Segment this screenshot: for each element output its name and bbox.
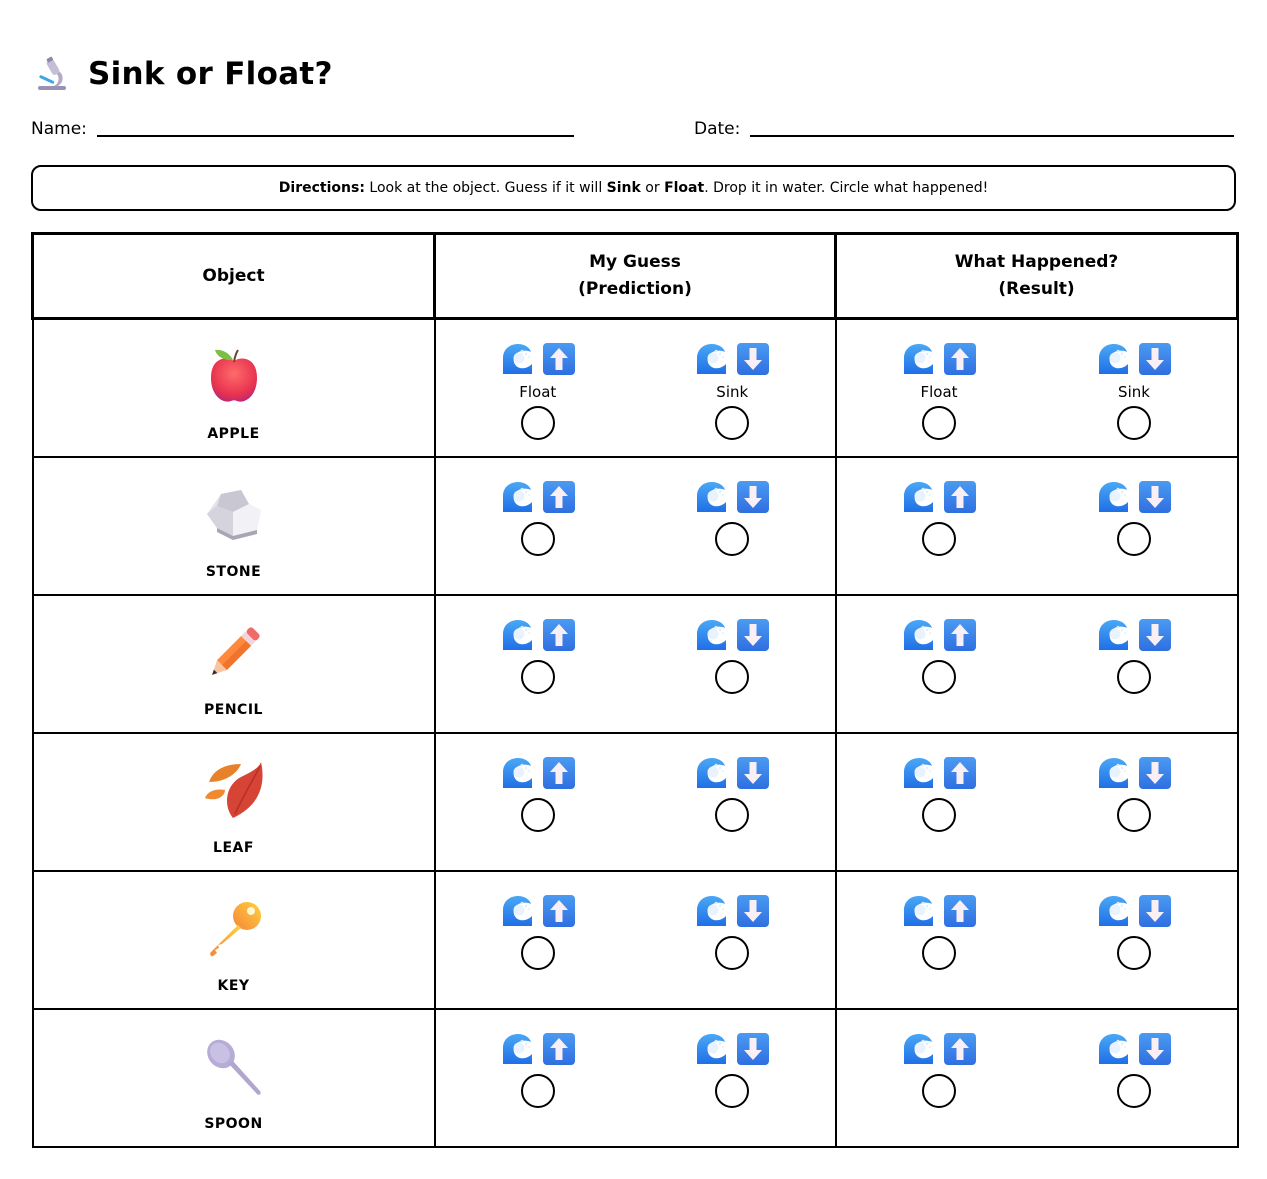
choice-label-float: Float <box>519 383 557 401</box>
down-arrow-icon <box>1138 756 1172 790</box>
result-float-circle[interactable] <box>922 406 956 440</box>
float-icons <box>500 618 576 652</box>
water-wave-icon <box>500 342 534 376</box>
object-name: PENCIL <box>204 702 263 718</box>
float-icons <box>901 756 977 790</box>
up-arrow-icon <box>542 756 576 790</box>
water-wave-icon <box>1096 756 1130 790</box>
prediction-sink-circle[interactable] <box>715 522 749 556</box>
prediction-float-option <box>441 342 636 440</box>
result-sink-option <box>1037 756 1232 832</box>
prediction-float-circle[interactable] <box>521 798 555 832</box>
float-icons <box>500 342 576 376</box>
result-sink-option <box>1037 1032 1232 1108</box>
float-icons <box>901 1032 977 1066</box>
col-header-object: Object <box>33 234 435 319</box>
directions-label: Directions: <box>278 180 365 196</box>
object-name: LEAF <box>213 840 254 856</box>
prediction-float-circle[interactable] <box>521 522 555 556</box>
water-wave-icon <box>1096 342 1130 376</box>
name-label: Name: <box>31 119 87 139</box>
table-row <box>33 871 1238 1009</box>
name-input-line[interactable] <box>97 135 574 137</box>
sink-icons <box>1096 756 1172 790</box>
water-wave-icon <box>901 342 935 376</box>
prediction-sink-circle[interactable] <box>715 406 749 440</box>
col-header-result: What Happened? (Result) <box>836 234 1238 319</box>
sink-icons <box>694 1032 770 1066</box>
float-icons <box>901 342 977 376</box>
object-name: SPOON <box>204 1116 263 1132</box>
object-cell <box>33 871 435 1009</box>
prediction-cell <box>435 457 836 595</box>
result-sink-circle[interactable] <box>1117 798 1151 832</box>
directions-sink: Sink <box>606 180 641 196</box>
float-icons <box>500 1032 576 1066</box>
prediction-float-option <box>441 618 636 694</box>
water-wave-icon <box>1096 1032 1130 1066</box>
water-wave-icon <box>500 894 534 928</box>
prediction-float-circle[interactable] <box>521 936 555 970</box>
prediction-cell <box>435 319 836 458</box>
water-wave-icon <box>694 342 728 376</box>
prediction-cell <box>435 871 836 1009</box>
water-wave-icon <box>694 618 728 652</box>
water-wave-icon <box>500 618 534 652</box>
result-float-option <box>842 894 1037 970</box>
down-arrow-icon <box>736 756 770 790</box>
sink-icons <box>694 894 770 928</box>
directions-text-1: Look at the object. Guess if it will <box>364 180 607 196</box>
table-row <box>33 733 1238 871</box>
prediction-cell <box>435 595 836 733</box>
prediction-float-circle[interactable] <box>521 1074 555 1108</box>
result-sink-circle[interactable] <box>1117 1074 1151 1108</box>
up-arrow-icon <box>943 1032 977 1066</box>
down-arrow-icon <box>1138 480 1172 514</box>
object-cell <box>33 733 435 871</box>
directions-text-2: . Drop it in water. Circle what happened! <box>704 180 989 196</box>
result-cell <box>836 595 1238 733</box>
prediction-float-option <box>441 480 636 556</box>
object-cell <box>33 319 435 458</box>
down-arrow-icon <box>1138 894 1172 928</box>
object-name: APPLE <box>207 426 260 442</box>
choice-label-sink: Sink <box>716 383 749 401</box>
up-arrow-icon <box>542 480 576 514</box>
down-arrow-icon <box>736 618 770 652</box>
key-icon <box>203 898 265 964</box>
date-label: Date: <box>694 119 741 139</box>
result-float-option <box>842 480 1037 556</box>
result-cell <box>836 319 1238 458</box>
result-float-circle[interactable] <box>922 936 956 970</box>
prediction-sink-circle[interactable] <box>715 936 749 970</box>
water-wave-icon <box>500 756 534 790</box>
sink-icons <box>1096 1032 1172 1066</box>
result-float-option <box>842 342 1037 440</box>
down-arrow-icon <box>1138 618 1172 652</box>
water-wave-icon <box>694 894 728 928</box>
down-arrow-icon <box>736 342 770 376</box>
prediction-sink-circle[interactable] <box>715 798 749 832</box>
prediction-sink-circle[interactable] <box>715 1074 749 1108</box>
water-wave-icon <box>901 1032 935 1066</box>
date-field <box>694 118 1234 140</box>
up-arrow-icon <box>542 894 576 928</box>
result-sink-option <box>1037 480 1232 556</box>
prediction-float-option <box>441 894 636 970</box>
table-row <box>33 457 1238 595</box>
table-header-row <box>33 234 1238 319</box>
result-cell <box>836 871 1238 1009</box>
up-arrow-icon <box>542 342 576 376</box>
water-wave-icon <box>901 894 935 928</box>
prediction-float-circle[interactable] <box>521 406 555 440</box>
object-cell <box>33 1009 435 1147</box>
apple-icon <box>203 346 265 412</box>
sink-float-table <box>31 232 1239 1148</box>
spoon-icon <box>203 1036 265 1102</box>
directions-box <box>31 165 1236 211</box>
date-input-line[interactable] <box>750 135 1234 137</box>
choice-label-sink: Sink <box>1118 383 1150 401</box>
water-wave-icon <box>1096 618 1130 652</box>
title-text: Sink or Float? <box>88 56 333 92</box>
down-arrow-icon <box>736 1032 770 1066</box>
water-wave-icon <box>901 618 935 652</box>
sink-icons <box>1096 894 1172 928</box>
sink-icons <box>694 756 770 790</box>
water-wave-icon <box>694 1032 728 1066</box>
float-icons <box>901 894 977 928</box>
result-float-option <box>842 618 1037 694</box>
up-arrow-icon <box>943 480 977 514</box>
table-row <box>33 319 1238 458</box>
float-icons <box>500 894 576 928</box>
result-cell <box>836 733 1238 871</box>
choice-label-float: Float <box>920 383 958 401</box>
prediction-sink-option <box>635 618 830 694</box>
prediction-float-option <box>441 1032 636 1108</box>
result-float-circle[interactable] <box>922 798 956 832</box>
object-cell <box>33 457 435 595</box>
result-float-circle[interactable] <box>922 1074 956 1108</box>
result-sink-option <box>1037 618 1232 694</box>
down-arrow-icon <box>1138 342 1172 376</box>
float-icons <box>901 480 977 514</box>
prediction-sink-option <box>635 894 830 970</box>
sink-icons <box>1096 342 1172 376</box>
result-float-option <box>842 756 1037 832</box>
prediction-float-circle[interactable] <box>521 660 555 694</box>
result-float-circle[interactable] <box>922 522 956 556</box>
result-cell <box>836 457 1238 595</box>
directions-float: Float <box>664 180 705 196</box>
object-name: KEY <box>217 978 250 994</box>
up-arrow-icon <box>943 756 977 790</box>
sink-icons <box>694 618 770 652</box>
water-wave-icon <box>500 1032 534 1066</box>
down-arrow-icon <box>1138 1032 1172 1066</box>
rock-icon <box>203 484 265 550</box>
water-wave-icon <box>901 756 935 790</box>
sink-icons <box>694 480 770 514</box>
prediction-sink-option <box>635 1032 830 1108</box>
float-icons <box>901 618 977 652</box>
water-wave-icon <box>901 480 935 514</box>
float-icons <box>500 480 576 514</box>
leaf-icon <box>203 760 265 826</box>
object-name: STONE <box>205 564 262 580</box>
result-cell <box>836 1009 1238 1147</box>
sink-icons <box>1096 480 1172 514</box>
object-cell <box>33 595 435 733</box>
table-row <box>33 1009 1238 1147</box>
result-sink-option <box>1037 894 1232 970</box>
directions-or: or <box>640 180 665 196</box>
col-header-prediction: My Guess (Prediction) <box>435 234 836 319</box>
result-float-option <box>842 1032 1037 1108</box>
up-arrow-icon <box>943 342 977 376</box>
water-wave-icon <box>694 756 728 790</box>
name-field <box>31 118 574 140</box>
prediction-sink-option <box>635 342 830 440</box>
down-arrow-icon <box>736 894 770 928</box>
table-row <box>33 595 1238 733</box>
pencil-icon <box>203 622 265 688</box>
water-wave-icon <box>694 480 728 514</box>
up-arrow-icon <box>943 894 977 928</box>
prediction-cell <box>435 1009 836 1147</box>
prediction-cell <box>435 733 836 871</box>
result-float-circle[interactable] <box>922 660 956 694</box>
prediction-sink-circle[interactable] <box>715 660 749 694</box>
result-sink-circle[interactable] <box>1117 522 1151 556</box>
up-arrow-icon <box>542 618 576 652</box>
up-arrow-icon <box>943 618 977 652</box>
down-arrow-icon <box>736 480 770 514</box>
result-sink-circle[interactable] <box>1117 406 1151 440</box>
page-title <box>34 52 333 96</box>
water-wave-icon <box>1096 480 1130 514</box>
result-sink-option <box>1037 342 1232 440</box>
water-wave-icon <box>1096 894 1130 928</box>
prediction-float-option <box>441 756 636 832</box>
sink-icons <box>694 342 770 376</box>
prediction-sink-option <box>635 480 830 556</box>
prediction-sink-option <box>635 756 830 832</box>
microscope-icon <box>34 56 70 92</box>
float-icons <box>500 756 576 790</box>
water-wave-icon <box>500 480 534 514</box>
sink-icons <box>1096 618 1172 652</box>
result-sink-circle[interactable] <box>1117 936 1151 970</box>
up-arrow-icon <box>542 1032 576 1066</box>
result-sink-circle[interactable] <box>1117 660 1151 694</box>
